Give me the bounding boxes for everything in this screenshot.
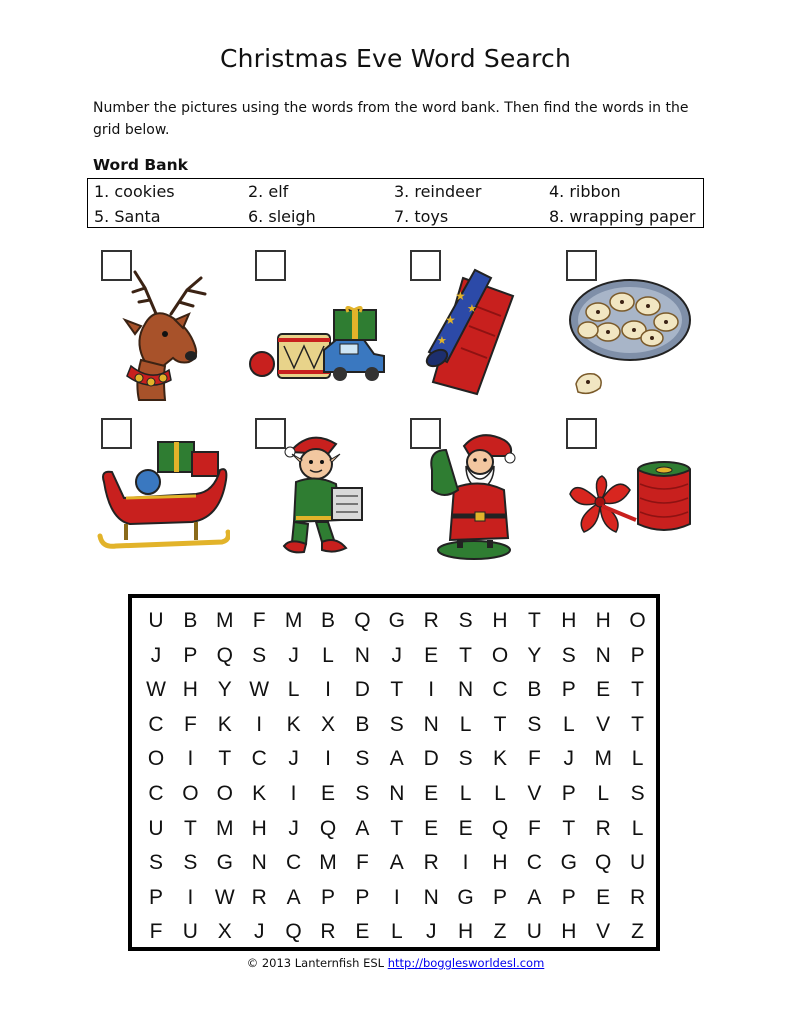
grid-letter[interactable]: U: [526, 920, 542, 944]
grid-letter[interactable]: I: [290, 782, 297, 805]
grid-letter[interactable]: M: [216, 816, 234, 840]
grid-letter[interactable]: P: [561, 678, 576, 702]
grid-letter[interactable]: I: [393, 885, 400, 909]
grid-letter[interactable]: H: [182, 678, 198, 702]
instructions: Number the pictures using the words from the word bank. Then find the words in the grid below.: [93, 100, 689, 138]
grid-letter[interactable]: P: [183, 643, 198, 667]
svg-text:★: ★: [445, 313, 456, 327]
grid-letter[interactable]: J: [288, 816, 299, 840]
grid-letter[interactable]: H: [561, 609, 577, 632]
grid-letter[interactable]: F: [527, 816, 541, 840]
grid-letter[interactable]: Q: [285, 920, 302, 944]
grid-letter[interactable]: H: [492, 609, 508, 632]
santa-picture: [424, 430, 524, 562]
grid-letter[interactable]: Q: [491, 816, 509, 840]
grid-letter[interactable]: N: [458, 678, 474, 702]
grid-letter[interactable]: T: [183, 816, 197, 840]
grid-letter[interactable]: I: [428, 678, 435, 702]
grid-letter[interactable]: C: [148, 712, 164, 736]
grid-letter[interactable]: M: [284, 609, 303, 632]
grid-letter[interactable]: K: [217, 712, 232, 736]
grid-letter[interactable]: J: [288, 643, 299, 667]
grid-letter[interactable]: Y: [527, 643, 542, 667]
grid-letter[interactable]: G: [216, 851, 233, 875]
grid-letter[interactable]: L: [597, 782, 610, 805]
grid-letter[interactable]: I: [462, 851, 469, 875]
word-bank-heading: Word Bank: [93, 156, 188, 174]
grid-letter[interactable]: R: [320, 920, 336, 944]
grid-letter[interactable]: T: [527, 609, 541, 632]
grid-letter[interactable]: O: [147, 747, 165, 771]
grid-letter[interactable]: L: [459, 712, 472, 736]
copyright: © 2013 Lanternfish ESL: [246, 956, 385, 970]
grid-letter[interactable]: B: [320, 609, 335, 632]
grid-letter[interactable]: F: [355, 851, 369, 875]
grid-letter[interactable]: G: [388, 609, 405, 632]
grid-letter[interactable]: A: [286, 885, 301, 909]
grid-letter[interactable]: L: [287, 678, 300, 702]
grid-letter[interactable]: P: [148, 885, 163, 909]
grid-letter[interactable]: T: [631, 678, 644, 702]
elf-picture: [270, 430, 370, 560]
grid-letter[interactable]: S: [355, 782, 370, 805]
grid-letter[interactable]: H: [458, 920, 474, 944]
grid-letter[interactable]: B: [355, 712, 370, 736]
grid-letter[interactable]: T: [631, 712, 644, 736]
grid-letter[interactable]: S: [355, 747, 370, 771]
svg-text:★: ★: [467, 302, 477, 315]
grid-letter[interactable]: C: [251, 747, 267, 771]
grid-letter[interactable]: E: [596, 678, 611, 702]
word-bank-item: 7. toys: [394, 207, 449, 226]
grid-letter[interactable]: S: [458, 609, 473, 632]
grid-letter[interactable]: G: [457, 885, 474, 909]
grid-letter[interactable]: H: [595, 609, 611, 632]
grid-letter[interactable]: N: [595, 643, 611, 667]
grid-letter[interactable]: W: [249, 678, 270, 702]
grid-letter[interactable]: U: [148, 816, 164, 840]
grid-letter[interactable]: L: [562, 712, 575, 736]
grid-letter[interactable]: N: [389, 782, 405, 805]
grid-letter[interactable]: T: [562, 816, 576, 840]
grid-letter[interactable]: P: [492, 885, 507, 909]
grid-letter[interactable]: L: [390, 920, 403, 944]
grid-letter[interactable]: E: [320, 782, 335, 805]
grid-letter[interactable]: W: [146, 678, 166, 702]
grid-letter[interactable]: H: [561, 920, 577, 944]
grid-letter[interactable]: N: [423, 885, 439, 909]
grid-letter[interactable]: P: [355, 885, 370, 909]
grid-letter[interactable]: P: [561, 885, 576, 909]
grid-letter[interactable]: V: [596, 712, 611, 736]
website-link[interactable]: http://bogglesworldesl.com: [387, 956, 545, 970]
answer-box-8[interactable]: [566, 418, 597, 449]
grid-letter[interactable]: I: [187, 747, 194, 771]
word-bank-item: 6. sleigh: [248, 207, 316, 226]
grid-letter[interactable]: L: [459, 782, 472, 805]
grid-letter[interactable]: T: [390, 816, 404, 840]
grid-letter[interactable]: T: [459, 643, 472, 667]
grid-letter[interactable]: U: [630, 851, 646, 875]
word-bank: [87, 178, 704, 228]
grid-letter[interactable]: L: [631, 747, 644, 771]
answer-box-4[interactable]: [566, 250, 597, 281]
grid-letter[interactable]: E: [355, 920, 370, 944]
grid-letter[interactable]: N: [354, 643, 370, 667]
grid-letter[interactable]: S: [561, 643, 576, 667]
grid-letter[interactable]: G: [560, 851, 577, 875]
grid-letter[interactable]: T: [218, 747, 232, 771]
grid-letter[interactable]: J: [425, 920, 437, 944]
grid-letter[interactable]: W: [214, 885, 235, 909]
grid-letter[interactable]: C: [286, 851, 302, 875]
svg-text:★: ★: [437, 334, 447, 347]
grid-letter[interactable]: O: [182, 782, 199, 805]
grid-letter[interactable]: L: [494, 782, 506, 805]
grid-letter[interactable]: A: [389, 747, 404, 771]
grid-letter[interactable]: K: [492, 747, 507, 771]
footer: [0, 956, 791, 970]
grid-letter[interactable]: I: [187, 885, 194, 909]
grid-letter[interactable]: P: [561, 782, 576, 805]
grid-letter[interactable]: F: [149, 920, 163, 944]
grid-letter[interactable]: R: [630, 885, 646, 909]
grid-letter[interactable]: U: [148, 609, 164, 632]
grid-letter[interactable]: B: [527, 678, 542, 702]
grid-letter[interactable]: U: [182, 920, 198, 944]
grid-letter[interactable]: I: [325, 747, 331, 771]
page-title: Christmas Eve Word Search: [219, 44, 571, 73]
grid-letter[interactable]: E: [424, 816, 439, 840]
grid-letter[interactable]: A: [355, 816, 370, 840]
grid-letter[interactable]: V: [596, 920, 611, 944]
grid-letter[interactable]: D: [423, 747, 439, 771]
grid-letter[interactable]: V: [527, 782, 542, 805]
grid-letter[interactable]: C: [492, 678, 508, 702]
grid-letter[interactable]: Q: [595, 851, 612, 875]
grid-letter[interactable]: O: [491, 643, 509, 667]
sleigh-picture: [96, 436, 230, 554]
grid-letter[interactable]: R: [595, 816, 611, 840]
grid-letter[interactable]: K: [252, 782, 267, 805]
grid-letter[interactable]: F: [527, 747, 541, 771]
grid-letter[interactable]: M: [216, 609, 234, 632]
grid-letter[interactable]: B: [183, 609, 198, 632]
grid-letter[interactable]: Q: [354, 609, 371, 632]
grid-letter[interactable]: S: [148, 851, 163, 875]
grid-letter[interactable]: N: [251, 851, 267, 875]
grid-letter[interactable]: F: [183, 712, 197, 736]
toys-picture: [248, 306, 388, 386]
grid-letter[interactable]: D: [354, 678, 370, 702]
grid-letter[interactable]: P: [630, 643, 645, 667]
grid-letter[interactable]: R: [251, 885, 267, 909]
grid-letter[interactable]: S: [630, 782, 645, 805]
word-bank-item: 5. Santa: [94, 207, 161, 226]
grid-letter[interactable]: J: [563, 747, 575, 771]
grid-letter[interactable]: E: [458, 816, 473, 840]
grid-letter[interactable]: C: [148, 782, 164, 805]
grid-letter[interactable]: H: [492, 851, 508, 875]
grid-letter[interactable]: T: [390, 678, 404, 702]
grid-letter[interactable]: F: [252, 609, 266, 632]
word-bank-item: 3. reindeer: [394, 182, 482, 201]
grid-letter[interactable]: M: [594, 747, 612, 771]
grid-letter[interactable]: E: [596, 885, 611, 909]
grid-letter[interactable]: Y: [217, 678, 232, 702]
grid-letter[interactable]: J: [253, 920, 265, 944]
grid-letter[interactable]: T: [493, 712, 507, 736]
grid-letter[interactable]: S: [183, 851, 198, 875]
grid-letter[interactable]: J: [150, 643, 162, 667]
grid-letter[interactable]: S: [252, 643, 267, 667]
word-bank-item: 1. cookies: [94, 182, 175, 201]
word-bank-item: 2. elf: [248, 182, 289, 201]
grid-letter[interactable]: O: [629, 609, 646, 632]
word-search-grid: [128, 594, 660, 951]
grid-letter[interactable]: K: [286, 712, 301, 736]
svg-text:★: ★: [455, 289, 466, 303]
answer-box-2[interactable]: [255, 250, 286, 281]
reindeer-picture: [105, 266, 225, 402]
grid-letter[interactable]: R: [423, 851, 439, 875]
word-bank-item: 4. ribbon: [549, 182, 621, 201]
grid-letter[interactable]: I: [256, 712, 263, 736]
grid-letter[interactable]: O: [216, 782, 233, 805]
grid-letter[interactable]: J: [288, 747, 299, 771]
grid-letter[interactable]: C: [526, 851, 542, 875]
grid-letter[interactable]: J: [391, 643, 403, 667]
grid-letter[interactable]: A: [527, 885, 542, 909]
grid-letter[interactable]: L: [631, 816, 644, 840]
grid-letter[interactable]: A: [389, 851, 404, 875]
grid-letter[interactable]: X: [217, 920, 232, 944]
grid-letter[interactable]: Z: [631, 920, 644, 944]
grid-letter[interactable]: Q: [319, 816, 337, 840]
grid-letter[interactable]: E: [424, 782, 439, 805]
ribbon-picture: [562, 460, 696, 542]
grid-letter[interactable]: E: [424, 643, 439, 667]
word-bank-item: 8. wrapping paper: [549, 207, 696, 226]
grid-letter[interactable]: N: [423, 712, 439, 736]
grid-letter[interactable]: P: [320, 885, 335, 909]
cookies-picture: [568, 278, 694, 400]
grid-letter[interactable]: R: [423, 609, 439, 632]
wrapping-paper-picture: [415, 266, 521, 396]
grid-letter[interactable]: S: [527, 712, 542, 736]
grid-letter[interactable]: X: [320, 712, 335, 736]
grid-letter[interactable]: S: [458, 747, 473, 771]
grid-letter[interactable]: S: [389, 712, 404, 736]
grid-letter[interactable]: Q: [216, 643, 233, 667]
grid-letter[interactable]: I: [325, 678, 331, 702]
grid-letter[interactable]: M: [319, 851, 337, 875]
grid-letter[interactable]: H: [251, 816, 267, 840]
grid-letter[interactable]: L: [322, 643, 334, 667]
grid-letter[interactable]: Z: [493, 920, 507, 944]
